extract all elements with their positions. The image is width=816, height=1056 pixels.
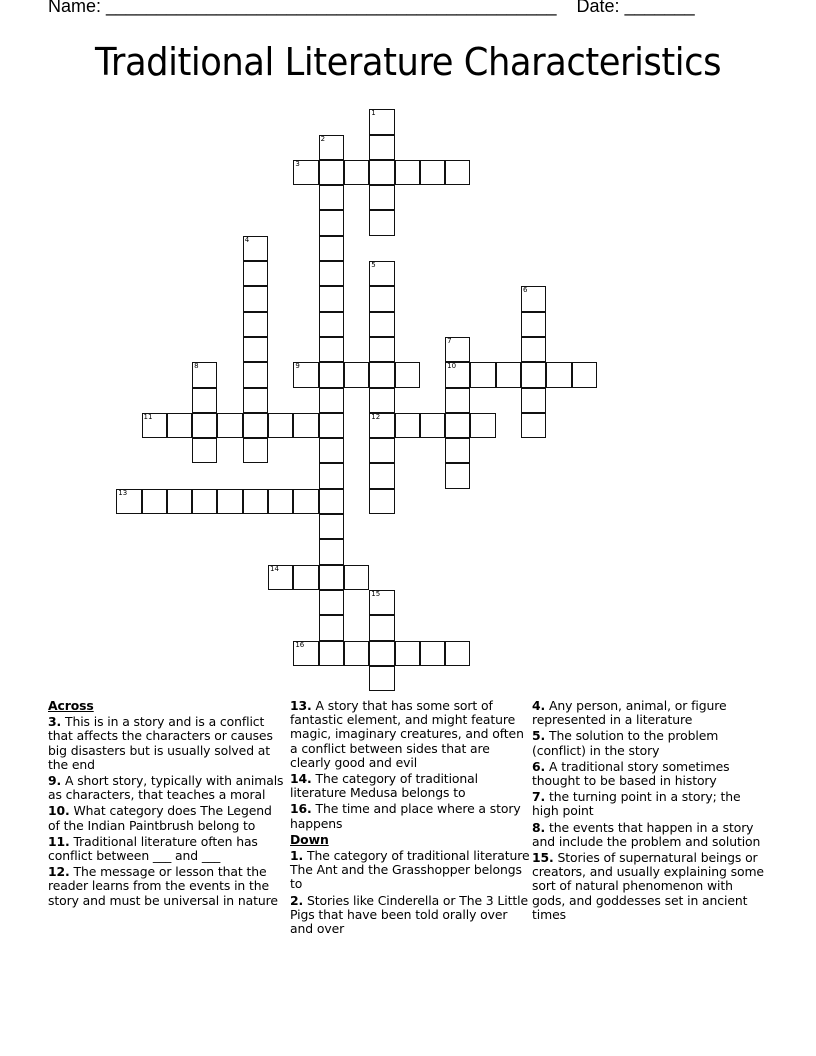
crossword-cell[interactable]: [445, 438, 470, 463]
crossword-cell[interactable]: [243, 337, 268, 362]
clue-number-label: 15: [371, 589, 381, 598]
crossword-cell[interactable]: [319, 210, 344, 235]
crossword-cell[interactable]: [319, 641, 344, 666]
clue-number-label: 5: [371, 261, 376, 270]
crossword-cell[interactable]: [369, 312, 394, 337]
clue-number: 10.: [48, 803, 70, 819]
crossword-cell[interactable]: [445, 388, 470, 413]
clue-down-1: [290, 849, 530, 892]
clue-number-label: 6: [523, 286, 528, 295]
clue-down-15: [532, 851, 768, 922]
crossword-cell[interactable]: [369, 615, 394, 640]
crossword-cell[interactable]: [369, 135, 394, 160]
crossword-cell[interactable]: [420, 160, 445, 185]
crossword-cell[interactable]: [344, 362, 369, 387]
clue-down-7: [532, 790, 768, 818]
clue-number: 4.: [532, 698, 546, 713]
clue-number: 16.: [290, 801, 312, 817]
crossword-cell[interactable]: [319, 489, 344, 514]
crossword-cell[interactable]: [369, 160, 394, 185]
crossword-cell[interactable]: [319, 261, 344, 286]
crossword-cell[interactable]: [217, 413, 242, 438]
clue-number: 3.: [48, 714, 62, 730]
clue-number-label: 10: [447, 362, 457, 371]
crossword-cell[interactable]: [243, 413, 268, 438]
crossword-cell[interactable]: [319, 388, 344, 413]
crossword-cell[interactable]: [420, 641, 445, 666]
crossword-cell[interactable]: [319, 312, 344, 337]
crossword-cell[interactable]: [319, 539, 344, 564]
clue-across-3: [48, 715, 286, 772]
clue-text: The time and place where a story happens: [290, 801, 521, 831]
crossword-cell[interactable]: [369, 185, 394, 210]
clue-across-14: [290, 772, 530, 800]
clues-column-1: [48, 699, 286, 910]
crossword-cell[interactable]: [369, 362, 394, 387]
crossword-cell[interactable]: [395, 160, 420, 185]
clue-down-6: [532, 760, 768, 788]
crossword-cell[interactable]: [369, 438, 394, 463]
crossword-cell[interactable]: [167, 413, 192, 438]
crossword-cell[interactable]: [369, 109, 394, 134]
crossword-cell[interactable]: [445, 413, 470, 438]
clue-across-9: [48, 774, 286, 802]
crossword-cell[interactable]: [319, 514, 344, 539]
crossword-cell[interactable]: [521, 337, 546, 362]
crossword-cell[interactable]: [319, 615, 344, 640]
clue-across-16: [290, 802, 530, 830]
clues-column-2: [290, 699, 530, 938]
clue-down-5: [532, 729, 768, 757]
clue-number-label: 4: [244, 235, 250, 244]
crossword-cell[interactable]: [243, 438, 268, 463]
crossword-cell[interactable]: [521, 413, 546, 438]
date-label: Date:: [576, 0, 620, 16]
clue-number-label: 8: [194, 362, 199, 371]
crossword-cell[interactable]: [293, 489, 318, 514]
clue-number: 2.: [290, 892, 304, 908]
crossword-cell[interactable]: [293, 413, 318, 438]
clue-number-label: 1: [371, 109, 376, 118]
clue-text: A story that has some sort of fantastic element, and might feature magic, imaginary creatures, and often a conflict between sides that are clearly good and evil: [290, 698, 524, 770]
clue-down-4: [532, 699, 768, 727]
clue-across-11: [48, 835, 286, 863]
crossword-cell[interactable]: [142, 413, 167, 438]
clue-number: 1.: [290, 848, 304, 864]
clue-text: The category of traditional literature The Ant and the Grasshopper belongs to: [290, 848, 530, 892]
clue-text: The message or lesson that the reader learns from the events in the story and must be universal in nature: [48, 864, 278, 908]
crossword-cell[interactable]: [395, 413, 420, 438]
clue-number: 14.: [290, 771, 312, 787]
crossword-cell[interactable]: [369, 261, 394, 286]
clue-text: A traditional story sometimes thought to be based in history: [532, 758, 730, 789]
date-field[interactable]: _______: [624, 0, 695, 16]
crossword-cell[interactable]: [319, 362, 344, 387]
crossword-cell[interactable]: [572, 362, 597, 387]
crossword-cell[interactable]: [521, 388, 546, 413]
crossword-cell[interactable]: [395, 362, 420, 387]
crossword-cell[interactable]: [268, 565, 293, 590]
clue-text: This is in a story and is a conflict that affects the characters or causes big disasters but is usually solved at the end: [48, 714, 273, 772]
crossword-cell[interactable]: [319, 135, 344, 160]
crossword-cell[interactable]: [369, 489, 394, 514]
crossword-cell[interactable]: [319, 185, 344, 210]
crossword-cell[interactable]: [319, 565, 344, 590]
clue-number-label: 7: [447, 336, 452, 345]
crossword-cell[interactable]: [293, 362, 318, 387]
crossword-cell[interactable]: [192, 388, 217, 413]
clue-text: Traditional literature often has conflict between ___ and ___: [48, 833, 258, 864]
crossword-cell[interactable]: [319, 337, 344, 362]
clue-number: 13.: [290, 698, 312, 713]
clue-text: Any person, animal, or figure represented in a literature: [532, 698, 727, 728]
clue-across-13: [290, 699, 530, 770]
clue-number: 12.: [48, 864, 70, 880]
page-title: Traditional Literature Characteristics: [94, 40, 722, 84]
crossword-cell[interactable]: [142, 489, 167, 514]
crossword-cell[interactable]: [293, 565, 318, 590]
crossword-cell[interactable]: [116, 489, 141, 514]
crossword-cell[interactable]: [369, 337, 394, 362]
clue-number-label: 12: [371, 412, 381, 421]
clue-number-label: 9: [295, 362, 300, 371]
crossword-cell[interactable]: [268, 489, 293, 514]
crossword-cell[interactable]: [395, 641, 420, 666]
clue-number: 7.: [532, 789, 546, 805]
crossword-cell[interactable]: [344, 160, 369, 185]
crossword-cell[interactable]: [369, 666, 394, 691]
crossword-cell[interactable]: [369, 210, 394, 235]
clue-number-label: 16: [295, 640, 305, 649]
down-heading: Down: [290, 831, 329, 847]
crossword-cell[interactable]: [344, 641, 369, 666]
crossword-cell[interactable]: [369, 463, 394, 488]
crossword-cell[interactable]: [369, 413, 394, 438]
clue-number-label: 3: [295, 159, 300, 168]
crossword-cell[interactable]: [243, 286, 268, 311]
clue-text: the turning point in a story; the high point: [532, 789, 741, 819]
crossword-cell[interactable]: [192, 413, 217, 438]
crossword-cell[interactable]: [521, 286, 546, 311]
crossword-cell[interactable]: [445, 463, 470, 488]
clue-down-8: [532, 821, 768, 849]
crossword-cell[interactable]: [243, 388, 268, 413]
clue-text: Stories like Cinderella or The 3 Little Pigs that have been told orally over and over: [290, 892, 528, 937]
clue-text: What category does The Legend of the Indian Paintbrush belong to: [48, 803, 272, 833]
clue-text: A short story, typically with animals as characters, that teaches a moral: [48, 773, 284, 803]
clue-number-label: 11: [143, 412, 153, 421]
crossword-cell[interactable]: [420, 413, 445, 438]
clue-number: 5.: [532, 728, 546, 744]
clue-number: 11.: [48, 833, 70, 849]
clues-column-3: [532, 699, 768, 924]
clue-number-label: 2: [320, 134, 326, 143]
crossword-cell[interactable]: [470, 413, 495, 438]
crossword-cell[interactable]: [496, 362, 521, 387]
clue-across-10: [48, 804, 286, 832]
name-label: Name:: [48, 0, 102, 16]
clue-number-label: 14: [270, 564, 279, 573]
crossword-cell[interactable]: [243, 236, 268, 261]
crossword-cell[interactable]: [217, 489, 242, 514]
crossword-cell[interactable]: [243, 261, 268, 286]
clue-number-label: 13: [118, 488, 128, 497]
clue-number: 8.: [532, 819, 546, 835]
crossword-cell[interactable]: [293, 160, 318, 185]
crossword-cell[interactable]: [445, 160, 470, 185]
crossword-cell[interactable]: [369, 388, 394, 413]
crossword-cell[interactable]: [268, 413, 293, 438]
crossword-cell[interactable]: [319, 236, 344, 261]
clue-text: The solution to the problem (conflict) in the story: [532, 728, 719, 758]
across-heading: Across: [48, 698, 94, 713]
crossword-cell[interactable]: [445, 337, 470, 362]
crossword-cell[interactable]: [192, 489, 217, 514]
clue-text: Stories of supernatural beings or creators, and usually explaining some sort of natural phenomenon with gods, and goddesses set in ancient times: [532, 850, 764, 922]
crossword-cell[interactable]: [369, 641, 394, 666]
clue-text: The category of traditional literature Medusa belongs to: [290, 771, 478, 801]
crossword-cell[interactable]: [167, 489, 192, 514]
crossword-cell[interactable]: [319, 463, 344, 488]
crossword-cell[interactable]: [192, 362, 217, 387]
crossword-cell[interactable]: [445, 641, 470, 666]
clue-down-2: [290, 894, 530, 937]
crossword-cell[interactable]: [521, 362, 546, 387]
clue-number: 9.: [48, 773, 62, 789]
clue-across-12: [48, 865, 286, 908]
crossword-cell[interactable]: [243, 312, 268, 337]
crossword-cell[interactable]: [319, 286, 344, 311]
crossword-cell[interactable]: [344, 565, 369, 590]
crossword-cell[interactable]: [319, 590, 344, 615]
crossword-cell[interactable]: [445, 362, 470, 387]
crossword-cell[interactable]: [369, 286, 394, 311]
crossword-cell[interactable]: [521, 312, 546, 337]
clue-number: 6.: [532, 758, 546, 774]
crossword-cell[interactable]: [369, 590, 394, 615]
crossword-cell[interactable]: [293, 641, 318, 666]
clue-number: 15.: [532, 850, 554, 866]
crossword-cell[interactable]: [546, 362, 571, 387]
name-field[interactable]: _____________________________________________: [106, 0, 557, 16]
crossword-cell[interactable]: [243, 489, 268, 514]
crossword-cell[interactable]: [192, 438, 217, 463]
crossword-cell[interactable]: [319, 413, 344, 438]
crossword-cell[interactable]: [319, 438, 344, 463]
crossword-cell[interactable]: [243, 362, 268, 387]
crossword-cell[interactable]: [319, 160, 344, 185]
clue-text: the events that happen in a story and include the problem and solution: [532, 819, 761, 849]
crossword-cell[interactable]: [470, 362, 495, 387]
